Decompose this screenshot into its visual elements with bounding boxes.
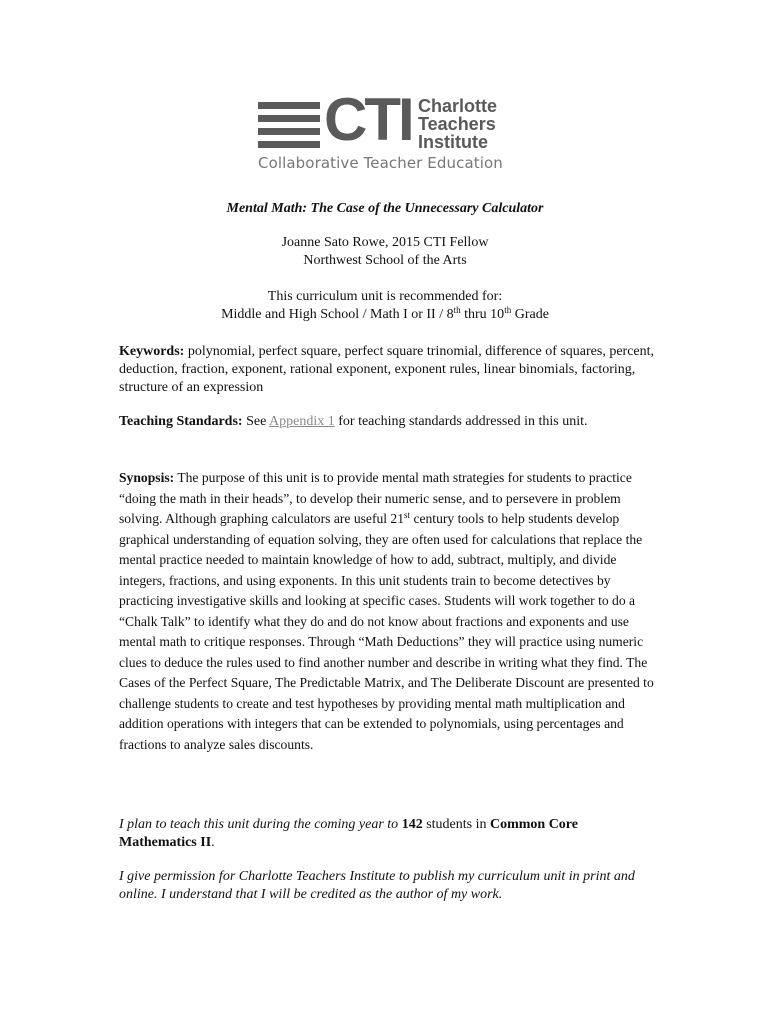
recommended-intro: This curriculum unit is recommended for: xyxy=(267,289,503,304)
synopsis-text: The purpose of this unit is to provide mental math strategies for students to practice “doing the math in their heads”, to develop their numeric sense, and to persevere in problem solving. Although graphing calculators are useful 21 xyxy=(119,470,632,526)
keywords-text: polynomial, perfect square, perfect square trinomial, difference of squares, percent, deduction, fraction, exponent, rational exponent, exponent rules, linear binomials, factoring, structure of an expression xyxy=(119,344,655,395)
grades-text: thru 10 xyxy=(460,307,505,322)
logo-tagline: Collaborative Teacher Education xyxy=(258,154,503,172)
logo-bar xyxy=(258,115,320,122)
grades-sup: th xyxy=(504,305,512,315)
logo-bar xyxy=(258,128,320,135)
keywords-paragraph xyxy=(119,343,659,397)
student-count: 142 xyxy=(401,817,423,832)
logo-bars xyxy=(258,102,320,154)
plan-text: students in xyxy=(422,817,490,832)
logo-org-line: Teachers xyxy=(418,114,496,134)
logo-letters: CTI xyxy=(324,86,412,153)
standards-text: See xyxy=(242,414,270,429)
logo-org-line: Charlotte xyxy=(418,96,498,116)
synopsis-sup: st xyxy=(404,510,411,520)
standards-text: for teaching standards addressed in this unit. xyxy=(334,414,588,429)
keywords-label: Keywords: xyxy=(119,344,185,359)
unit-title: Mental Math: The Case of the Unnecessary Calculator xyxy=(226,201,544,216)
recommended-grades xyxy=(0,306,770,324)
logo-bar xyxy=(258,102,320,109)
cti-logo xyxy=(258,86,518,176)
synopsis-text: century tools to help students develop graphical understanding of equation solving, they are often used for calculations that replace the mental practice needed to maintain knowledge of how to add, subtract, multiply, and divide integers, fractions, and using exponents. In this unit students train to become detectives by practicing investigative skills and looking at specific cases. Students will work together to do a “Chalk Talk” to identify what they do and do not know about fractions and exponents and use mental math to critique responses. Through “Math Deductions” they will practice using numeric clues to deduce the rules used to find another number and describe in writing what they find. The Cases of the Perfect Square, The Predictable Matrix, and The Deliberate Discount are presented to challenge students to create and test hypotheses by providing mental math multiplication and addition operations with integers that can be extended to polynomials, using percentages and fractions to analyze sales discounts. xyxy=(119,511,654,752)
plan-text: . xyxy=(211,835,215,850)
author-line: Joanne Sato Rowe, 2015 CTI Fellow xyxy=(281,235,489,250)
school-line: Northwest School of the Arts xyxy=(303,253,467,268)
logo-org-name xyxy=(418,97,497,151)
grades-text: Middle and High School / Math I or II / 8 xyxy=(221,307,454,322)
standards-paragraph xyxy=(119,413,659,431)
grades-sup: th xyxy=(453,305,461,315)
grades-text: Grade xyxy=(511,307,549,322)
plan-text: I plan to teach this unit during the coming year to xyxy=(119,817,402,832)
course-name: Common Core Mathematics II xyxy=(119,817,578,850)
logo-bar xyxy=(258,141,320,148)
synopsis-label: Synopsis: xyxy=(119,470,175,485)
appendix-link[interactable]: Appendix 1 xyxy=(269,414,335,429)
plan-paragraph xyxy=(119,816,659,852)
standards-label: Teaching Standards: xyxy=(119,414,243,429)
synopsis-paragraph xyxy=(119,468,659,755)
logo-org-line: Institute xyxy=(418,132,488,152)
permission-paragraph: I give permission for Charlotte Teachers Institute to publish my curriculum unit in print and online. I understand that I will be credited as the author of my work. xyxy=(119,869,635,902)
